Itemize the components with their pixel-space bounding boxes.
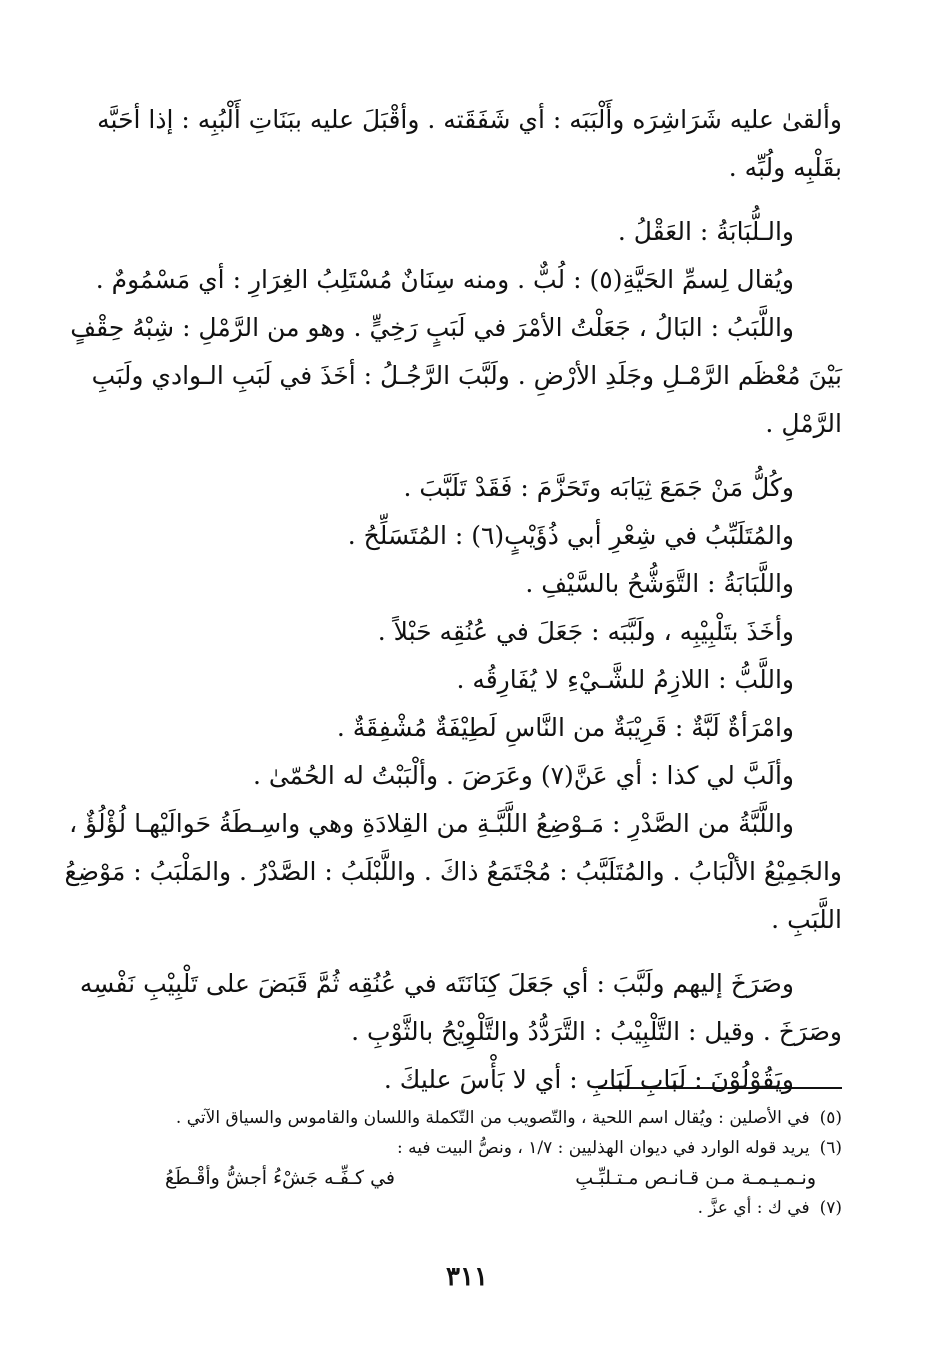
footnote-verse xyxy=(125,1163,842,1193)
footnote-7 xyxy=(125,1193,842,1223)
text-line: والمُتَلَبِّبُ في شِعْرِ أبي ذُؤَيْبٍ(٦) : المُتَسَلِّحُ . xyxy=(347,521,794,550)
text-line: وألقىٰ عليه شَرَاشِرَه وأَلْبَبَه : أي شَفَقَته . وأقْبَلَ عليه ببَنَاتِ أَلْبُبِه : إذا أحَبَّه xyxy=(97,105,842,134)
text-line: واللَّبَبُ : البَالُ ، جَعَلْتُ الأمْرَ في لَبَبٍ رَخِيٍّ . وهو من الرَّمْلِ : شِبْهُ حِقْفٍ xyxy=(70,313,794,342)
footnote-number: (٧) xyxy=(819,1198,842,1218)
footnote-number: (٥) xyxy=(819,1108,842,1128)
text-line: واللَّبَابَةُ : التَّوَشُّحُ بالسَّيْفِ . xyxy=(525,569,794,598)
text-line: واللَّبَّةُ من الصَّدْرِ : مَـوْضِعُ اللَّبَّـةِ من القِلادَةِ وهي واسِـطَةُ حَوالَيْهـا لُؤْلُؤٌ ، xyxy=(69,809,794,838)
text-line: بَيْنَ مُعْظَم الرَّمْـلِ وجَلَدِ الأرْضِ . ولَبَّبَ الرَّجُـلُ : أخَذَ في لَبَبِ الـوادي ولَبَبِ xyxy=(91,361,842,390)
footnote-separator xyxy=(598,1087,842,1089)
text-line: والجَمِيْعُ الألْبَابُ . والمُتَلَبَّبُ : مُجْتَمَعُ ذاكَ . واللَّبْلَبُ : الصَّدْرُ . والمَلْبَبُ : مَوْضِعُ xyxy=(64,857,842,886)
footnote-number: (٦) xyxy=(819,1138,842,1158)
footnote-text: في الأصلين : ويُقال اسم اللحية ، والتّصويب من التّكملة واللسان والقاموس والسياق الآتي . xyxy=(175,1108,810,1128)
footnote-text: يريد قوله الوارد في ديوان الهذليين : ١/٧ ، ونصُّ البيت فيه : xyxy=(397,1138,810,1158)
text-line: وامْرَأةٌ لَبَّةٌ : قَرِيْبَةٌ من النَّاسِ لَطِيْفَةٌ مُشْفِقَةٌ . xyxy=(336,713,794,742)
text-line: وصَرَخَ . وقيل : التَّلْبِيْبُ : التَّرَدُّدُ والتَّلْوِيْحُ بالثَّوْبِ . xyxy=(351,1017,842,1046)
verse-first-hemistich: ونـمـيـمـة مـن قـانـص مـتـلبِّـبِ xyxy=(575,1167,816,1189)
text-line: والـلُّبَابَةُ : العَقْلُ . xyxy=(617,217,794,246)
text-line: وكُلُّ مَنْ جَمَعَ ثِيَابَه وتَحَزَّمَ : فَقَدْ تَلَبَّبَ . xyxy=(403,473,794,502)
text-line: بقَلْبِه ولُبِّه . xyxy=(728,153,842,182)
text-line: ويَقُوْلُوْنَ : لَبَابِ لَبَابِ : أي لا بَأْسَ عليكَ . xyxy=(383,1065,794,1094)
text-line: الرَّمْلِ . xyxy=(765,409,842,438)
text-line: اللَّبَبِ . xyxy=(771,905,842,934)
page-number: ٣١١ xyxy=(446,1262,488,1292)
text-line: وصَرَخَ إليهم ولَبَّبَ : أي جَعَلَ كِنَانَتَه في عُنُقِه ثُمَّ قَبَضَ على تَلْبِيْبِ نَفْسِه xyxy=(79,969,794,998)
text-line: ويُقال لِسمِّ الحَيَّةِ(٥) : لُبٌّ . ومنه سِنَانٌ مُسْتَلِبُ الغِرَارِ : أي مَسْمُومٌ . xyxy=(95,265,794,294)
footnotes xyxy=(125,1103,842,1223)
footnote-text: في ك : أي عزَّ . xyxy=(697,1198,810,1218)
text-line: وأخَذَ بتَلْبِيْبِه ، ولَبَّبَه : جَعَلَ في عُنُقِه حَبْلاً . xyxy=(377,617,794,646)
text-line: وألَبَّ لي كذا : أي عَنَّ(٧) وعَرَضَ . وألْبَبْتُ له الحُمّىٰ . xyxy=(252,761,794,790)
verse-second-hemistich: في كـفِّـه جَشْءُ أجشُّ وأقْـطَعُ xyxy=(165,1167,396,1189)
footnote-5 xyxy=(125,1103,842,1133)
text-line: واللَّبُّ : اللازِمُ للشَّـيْءِ لا يُفَارِقُه . xyxy=(456,665,794,694)
footnote-6 xyxy=(125,1133,842,1163)
